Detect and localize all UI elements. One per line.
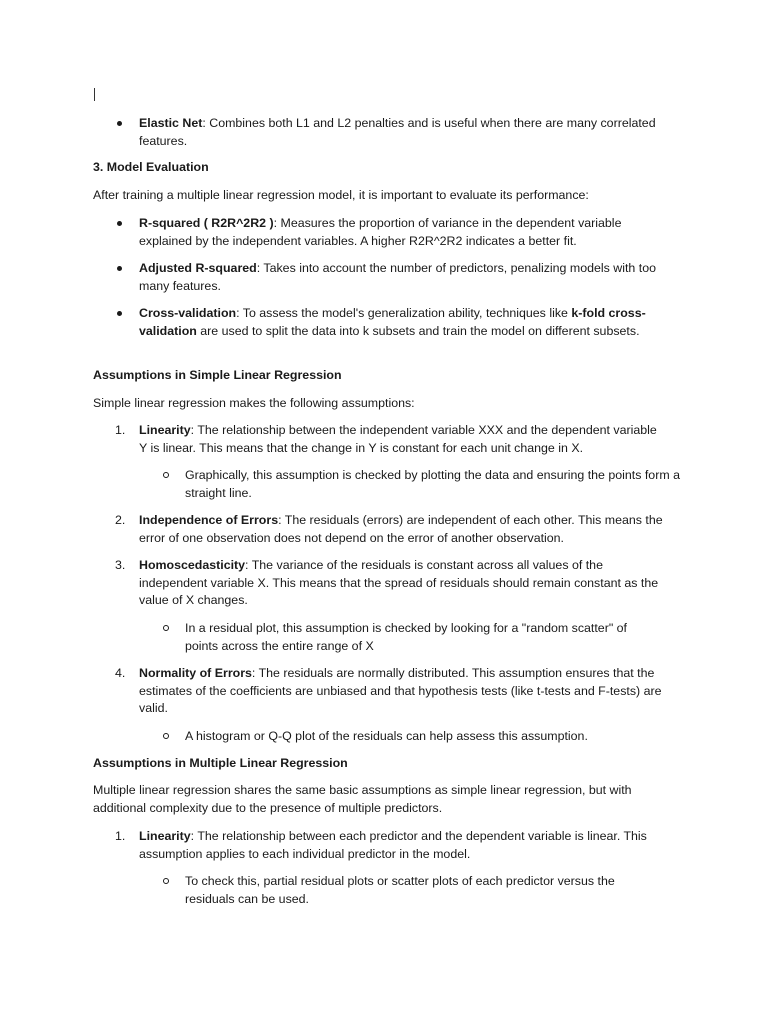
term: Independence of Errors [139,513,279,527]
sub-item: In a residual plot, this assumption is checked by looking for a "random scatter" of points across the entire range of X [185,621,628,653]
list-number: 1. [115,423,126,437]
term: Homoscedasticity [139,558,246,572]
term: R-squared ( R2R^2R2 ) [139,216,274,230]
simple-item-homoscedasticity [139,557,664,610]
simple-item-linearity [139,422,659,457]
item-text: : The residuals are normally distributed. This assumption ensures that the estimates of the coefficients are unbiased and that hypothesis tests (like t-tests and F-tests) are valid. [139,666,662,715]
eval-item-cross-validation [139,305,659,340]
sub-item: A histogram or Q-Q plot of the residuals can help assess this assumption. [185,729,588,743]
term: Adjusted R-squared [139,261,257,275]
item-text: : Measures the proportion of variance in the dependent variable explained by the independent variables. A higher R2R^2R2 indicates a better fit. [139,216,622,248]
multiple-assumptions-heading: Assumptions in Multiple Linear Regression [93,756,348,770]
bullet-icon [117,121,122,126]
item-text: : Combines both L1 and L2 penalties and is useful when there are many correlated features. [139,116,656,148]
item-text: : The residuals (errors) are independent of each other. This means the error of one observation does not depend on the error of another observation. [139,513,663,545]
sub-bullet-icon [163,625,169,631]
term: Elastic Net [139,116,203,130]
list-number: 1. [115,829,126,843]
sub-bullet-icon [163,878,169,884]
eval-item-adjusted-r-squared [139,260,669,295]
item-text: : The relationship between each predictor and the dependent variable is linear. This assumption applies to each individual predictor in the model. [139,829,647,861]
model-evaluation-heading: 3. Model Evaluation [93,160,209,174]
text-cursor [94,88,95,101]
simple-assumptions-intro: Simple linear regression makes the following assumptions: [93,396,415,410]
simple-item-normality [139,665,684,718]
list-number: 3. [115,558,126,572]
simple-assumptions-heading: Assumptions in Simple Linear Regression [93,368,342,382]
item-text: : The variance of the residuals is constant across all values of the independent variable X. This means that the spread of residuals should remain constant as the value of X changes. [139,558,659,607]
item-text: : To assess the model's generalization ability, techniques like [236,306,572,320]
term: Linearity [139,423,191,437]
bullet-icon [117,221,122,226]
term: Linearity [139,829,191,843]
eval-item-r-squared [139,215,659,250]
sub-bullet-icon [163,733,169,739]
sub-item: Graphically, this assumption is checked by plotting the data and ensuring the points form a straight line. [185,468,680,500]
simple-item-independence [139,512,664,547]
bullet-icon [117,266,122,271]
sub-item: To check this, partial residual plots or scatter plots of each predictor versus the residuals can be used. [185,874,615,906]
elastic-net-item [139,115,684,150]
term: Cross-validation [139,306,237,320]
model-evaluation-intro: After training a multiple linear regression model, it is important to evaluate its performance: [93,188,589,202]
list-number: 4. [115,666,126,680]
item-text: are used to split the data into k subsets and train the model on different subsets. [196,323,640,338]
multiple-assumptions-intro: Multiple linear regression shares the same basic assumptions as simple linear regression, but with additional complexity due to the presence of multiple predictors. [93,783,632,815]
list-number: 2. [115,513,126,527]
multiple-item-linearity [139,828,684,863]
term: k-fold cross-validation [139,306,646,338]
sub-bullet-icon [163,472,169,478]
item-text: : The relationship between the independent variable XXX and the dependent variable Y is linear. This means that the change in Y is constant for each unit change in X. [139,423,657,455]
bullet-icon [117,311,122,316]
term: Normality of Errors [139,666,252,680]
item-text: : Takes into account the number of predictors, penalizing models with too many features. [139,261,656,293]
